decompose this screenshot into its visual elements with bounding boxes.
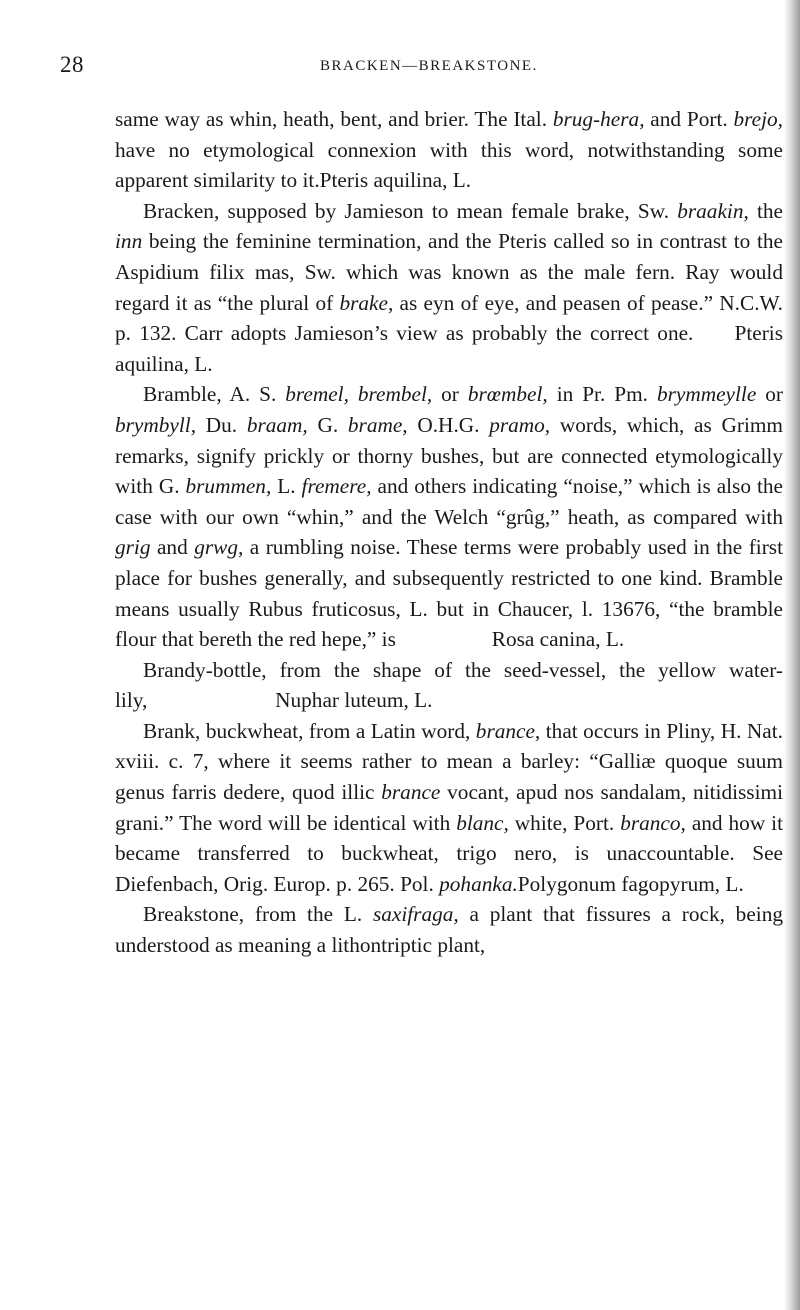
headword: Brank, — [143, 718, 201, 743]
body-text — [115, 104, 783, 961]
entry-brandy-bottle: Brandy-bottle, from the shape of the seed-vessel, the yellow water-lily, Nuphar luteum, L. — [115, 657, 783, 713]
entry-breakstone: Breakstone, from the L. saxifraga, a plant that fissures a rock, being understood as meaning a lithontriptic plant, — [115, 902, 784, 958]
latin-name: Rosa canina, L. — [491, 627, 625, 652]
entry-bracken: Bracken, supposed by Jamieson to mean female brake, Sw. braakin, the inn being the feminine termination, and the Pteris called so in contrast to the Aspidium filix mas, Sw. which was known as the male fern. Ray would regard it as “the plural of brake, as eyn of eye, and peasen of pease.” N.C.W. p. 132. Carr adopts Jamieson’s view as probably the correct one. Pteris aquilina, L. — [115, 198, 784, 376]
entry-continuation: same way as whin, heath, bent, and brier. The Ital. brug-hera, and Port. brejo, have no etymological connexion with this word, notwithstanding some apparent similarity to it.Pteris aquilina, L. — [115, 107, 783, 193]
headword: Bramble, — [143, 382, 222, 407]
headword: Bracken, — [143, 198, 220, 223]
page-header — [60, 52, 760, 82]
latin-name: Pteris aquilina, L. — [115, 321, 784, 376]
headword: Brandy-bottle, — [143, 657, 267, 682]
page-edge-shadow — [784, 0, 800, 1310]
entry-brank: Brank, buckwheat, from a Latin word, brance, that occurs in Pliny, H. Nat. xviii. c. 7, where it seems rather to mean a barley: “Galliæ quoque suum genus farris dedere, quod illic brance vocant, apud nos sandalam, nitidissimi grani.” The word will be identical with blanc, white, Port. branco, and how it became transferred to buckwheat, trigo nero, is unaccountable. See Diefenbach, Orig. Europ. p. 265. Pol. pohanka.Polygonum fagopyrum, L. — [115, 718, 784, 896]
latin-name: Pteris aquilina, L. — [319, 168, 472, 193]
entry-bramble: Bramble, A. S. bremel, brembel, or brœmbel, in Pr. Pm. brymmeylle or brymbyll, Du. braam, G. brame, O.H.G. pramo, words, which, as Grimm remarks, signify prickly or thorny bushes, but are connected etymologically with G. brummen, L. fremere, and others indicating “noise,” which is also the case with our own “whin,” and the Welch “grûg,” heath, as compared with grig and grwg, a rumbling noise. These terms were probably used in the first place for bushes generally, and subsequently restricted to one kind. Bramble means usually Rubus fruticosus, L. but in Chaucer, l. 13676, “the bramble flour that bereth the red hepe,” is Rosa canina, L. — [115, 382, 784, 652]
running-head: BRACKEN—BREAKSTONE. — [320, 58, 538, 74]
latin-name: Nuphar luteum, L. — [275, 688, 433, 713]
latin-name: Polygonum fagopyrum, L. — [517, 871, 744, 896]
headword: Breakstone, — [143, 902, 245, 927]
page-number: 28 — [60, 52, 84, 77]
